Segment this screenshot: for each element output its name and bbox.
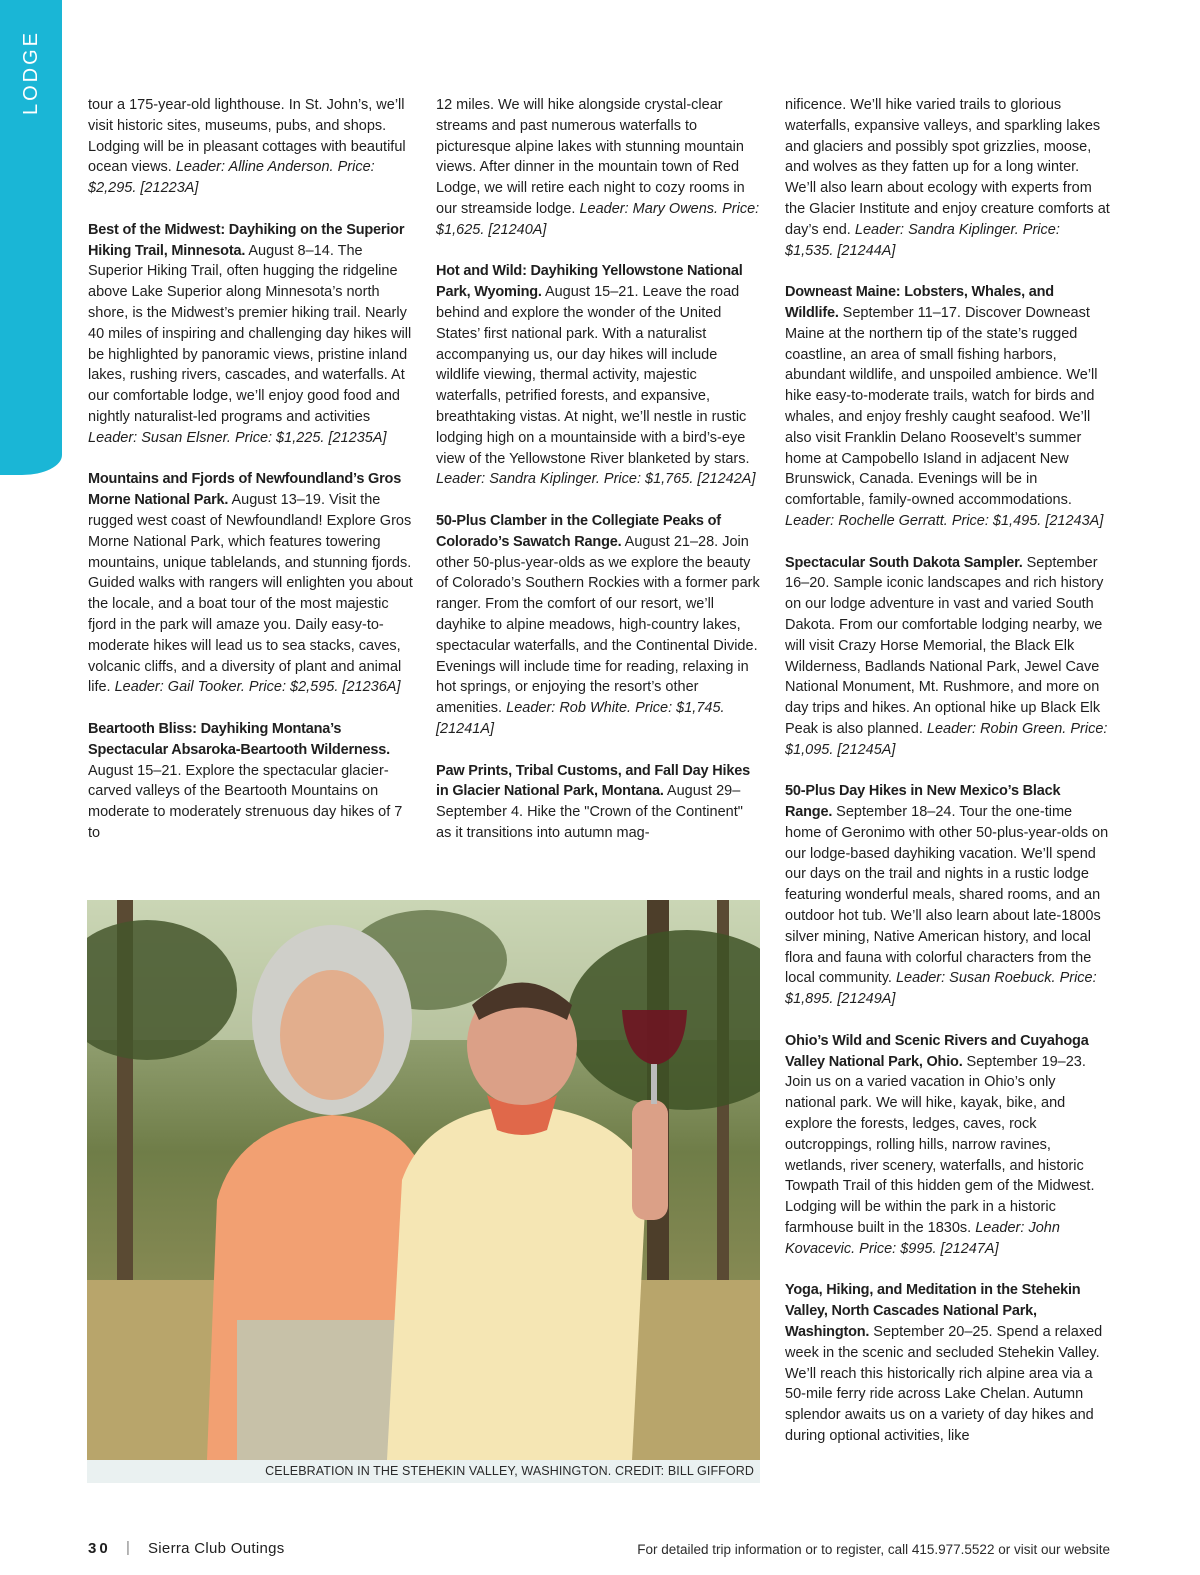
trip-title: Yoga, Hiking, and Meditation in the Stehekin Valley, North Cascades National Park, Washington. [785, 1282, 1081, 1341]
trip-description: September 16–20. Sample iconic landscapes and rich history on our lodge adventure in vast and varied South Dakota. From our comfortable lodging nearby, we will visit Crazy Horse Memorial, the Black Elk Wilderness, Badlands National Park, Jewel Cave National Monument, Mt. Rushmore, and more on day trips and hikes. An optional hike up Black Elk Peak is also planned. [785, 554, 1104, 737]
trip-description: nificence. We’ll hike varied trails to glorious waterfalls, expansive valleys, and sparkling lakes and glaciers and possibly spot grizzlies, moose, and wolves as they fatten up for a long winter. We’ll also learn about ecology with experts from the Glacier Institute and enjoy creature comforts at day’s end. [785, 97, 1110, 238]
trip-title: Beartooth Bliss: Dayhiking Montana’s Spectacular Absaroka-Beartooth Wilderness. [88, 720, 390, 758]
text-column-2 [436, 95, 761, 864]
trip-description: September 11–17. Discover Downeast Maine at the northern tip of the state’s rugged coastline, an area of small fishing harbors, abundant wildlife, and unspoiled ambience. We’ll hike easy-to-moderate trails, watch for birds and whales, and enjoy freshly caught seafood. We’ll also visit Franklin Delano Roosevelt’s summer home at Campobello Island in adjacent New Brunswick, Canada. Evenings will be in comfortable, family-owned accommodations. [785, 304, 1098, 509]
trip-entry [88, 95, 413, 199]
page-number: 30 [88, 1540, 111, 1557]
trip-leader-price: Leader: Mary Owens. Price: $1,625. [21240A] [436, 200, 760, 238]
trip-photo [87, 900, 760, 1460]
trip-leader-price: Leader: Gail Tooker. Price: $2,595. [21236A] [114, 679, 401, 696]
photo-illustration [87, 900, 760, 1460]
trip-title: Best of the Midwest: Dayhiking on the Superior Hiking Trail, Minnesota. [88, 221, 405, 259]
trip-entry [436, 761, 761, 844]
footer-separator: | [126, 1539, 130, 1556]
trip-title: Hot and Wild: Dayhiking Yellowstone National Park, Wyoming. [436, 263, 743, 301]
trip-entry [436, 261, 761, 490]
section-tab-label: LODGE [20, 29, 42, 115]
trip-entry [785, 95, 1110, 261]
trip-leader-price: Leader: Robin Green. Price: $1,095. [21245A] [785, 720, 1108, 758]
trip-description: September 20–25. Spend a relaxed week in the scenic and secluded Stehekin Valley. We’ll reach this historically rich alpine area via a 50-mile ferry ride across Lake Chelan. Autumn splendor awaits us on a variety of day hikes and during optional activities, like [785, 1324, 1103, 1444]
trip-description: August 29–September 4. Hike the "Crown of the Continent" as it transitions into autumn mag- [436, 783, 743, 841]
trip-entry [785, 781, 1110, 1010]
trip-leader-price: Leader: Rochelle Gerratt. Price: $1,495. [21243A] [785, 512, 1104, 529]
trip-leader-price: Leader: Sandra Kiplinger. Price: $1,765. [21242A] [436, 471, 756, 488]
trip-title: Downeast Maine: Lobsters, Whales, and Wildlife. [785, 284, 1054, 321]
trip-entry [88, 220, 413, 449]
trip-entry [436, 511, 761, 740]
trip-entry [88, 719, 413, 844]
trip-description: August 8–14. The Superior Hiking Trail, often hugging the ridgeline above Lake Superior along Minnesota’s north shore, is the Midwest’s premier hiking trail. Nearly 40 miles of inspiring and challenging day hikes will be highlighted by panoramic views, pristine inland lakes, rushing rivers, cascades, and waterfalls. At our comfortable lodge, we’ll enjoy good food and nightly naturalist-led programs and activities [88, 242, 412, 425]
trip-leader-price: Leader: John Kovacevic. Price: $995. [21247A] [785, 1220, 1060, 1257]
trip-leader-price: Leader: Susan Roebuck. Price: $1,895. [21249A] [785, 970, 1097, 1008]
trip-title: 50-Plus Day Hikes in New Mexico’s Black Range. [785, 783, 1061, 821]
trip-title: Spectacular South Dakota Sampler. [785, 554, 1023, 571]
trip-leader-price: Leader: Susan Elsner. Price: $1,225. [21235A] [88, 429, 387, 446]
trip-description: tour a 175-year-old lighthouse. In St. John’s, we’ll visit historic sites, museums, pubs, and shops. Lodging will be in pleasant cottages with beautiful ocean views. [88, 97, 406, 176]
trip-entry [785, 553, 1110, 761]
text-column-1 [88, 95, 413, 864]
trip-leader-price: Leader: Rob White. Price: $1,745. [21241A] [436, 700, 725, 737]
trip-entry [785, 1031, 1110, 1260]
trip-leader-price: Leader: Sandra Kiplinger. Price: $1,535. [21244A] [785, 221, 1060, 259]
trip-entry [785, 1280, 1110, 1446]
footer-contact-note: For detailed trip information or to register, call 415.977.5522 or visit our website [637, 1542, 1110, 1557]
trip-entry [785, 282, 1110, 532]
trip-description: September 19–23. Join us on a varied vacation in Ohio’s only national park. We will hike, kayak, bike, and explore the forests, ledges, caves, rock outcroppings, rolling hills, narrow ravines, wetlands, river scenery, waterfalls, and historic Towpath Trail of this hidden gem of the Midwest. Lodging will be within the park in a historic farmhouse built in the 1830s. [785, 1053, 1095, 1237]
section-tab [0, 0, 62, 475]
trip-description: August 21–28. Join other 50-plus-year-olds as we explore the beauty of Colorado’s Southern Rockies with a former park ranger. From the comfort of our resort, we’ll dayhike to alpine meadows, high-country lakes, spectacular waterfalls, and the Continental Divide. Evenings will include time for reading, relaxing in hot springs, or enjoying the resort’s other amenities. [436, 533, 760, 717]
trip-entry [88, 469, 413, 698]
trip-title: Ohio’s Wild and Scenic Rivers and Cuyahoga Valley National Park, Ohio. [785, 1032, 1089, 1070]
trip-title: 50-Plus Clamber in the Collegiate Peaks of Colorado’s Sawatch Range. [436, 512, 721, 550]
trip-leader-price: Leader: Alline Anderson. Price: $2,295. [21223A] [88, 159, 375, 197]
trip-entry [436, 95, 761, 241]
trip-description: August 15–21. Leave the road behind and explore the wonder of the United States’ first national park. With a naturalist accompanying us, our day hikes will include wildlife viewing, thermal activity, majestic waterfalls, petrified forests, and expansive, breathtaking vistas. At night, we’ll nestle in rustic lodging high on a mountainside with a bird’s-eye view of the Yellowstone River blanketed by stars. [436, 284, 750, 467]
trip-description: 12 miles. We will hike alongside crystal-clear streams and past numerous waterfalls to picturesque alpine lakes with stunning mountain views. After dinner in the mountain town of Red Lodge, we will retire each night to cozy rooms in our streamside lodge. [436, 97, 745, 217]
trip-description: August 13–19. Visit the rugged west coast of Newfoundland! Explore Gros Morne National Park, which features towering mountains, unique tablelands, and stunning fjords. Guided walks with rangers will enlighten you about the locale, and a boat tour of the most majestic fjord in the park will amaze you. Daily easy-to-moderate hikes will lead us to sea stacks, caves, volcanic cliffs, and a diversity of plant and animal life. [88, 492, 413, 696]
publication-name: Sierra Club Outings [148, 1540, 285, 1557]
page-footer [88, 1538, 1110, 1562]
trip-description: September 18–24. Tour the one-time home of Geronimo with other 50-plus-year-olds on our lodge-based dayhiking vacation. We’ll spend our days on the trail and nights in a rustic lodge featuring wonderful meals, shared rooms, and an outdoor hot tub. We’ll also learn about late-1800s silver mining, Native American history, and local flora and fauna with colorful characters from the local community. [785, 804, 1109, 987]
trip-title: Paw Prints, Tribal Customs, and Fall Day Hikes in Glacier National Park, Montana. [436, 762, 750, 800]
trip-description: August 15–21. Explore the spectacular glacier-carved valleys of the Beartooth Mountains on moderate to moderately strenuous day hikes of 7 to [88, 762, 403, 841]
text-column-3 [785, 95, 1110, 1468]
photo-caption: CELEBRATION IN THE STEHEKIN VALLEY, WASHINGTON. CREDIT: BILL GIFFORD [87, 1460, 760, 1483]
trip-title: Mountains and Fjords of Newfoundland’s Gros Morne National Park. [88, 471, 402, 509]
